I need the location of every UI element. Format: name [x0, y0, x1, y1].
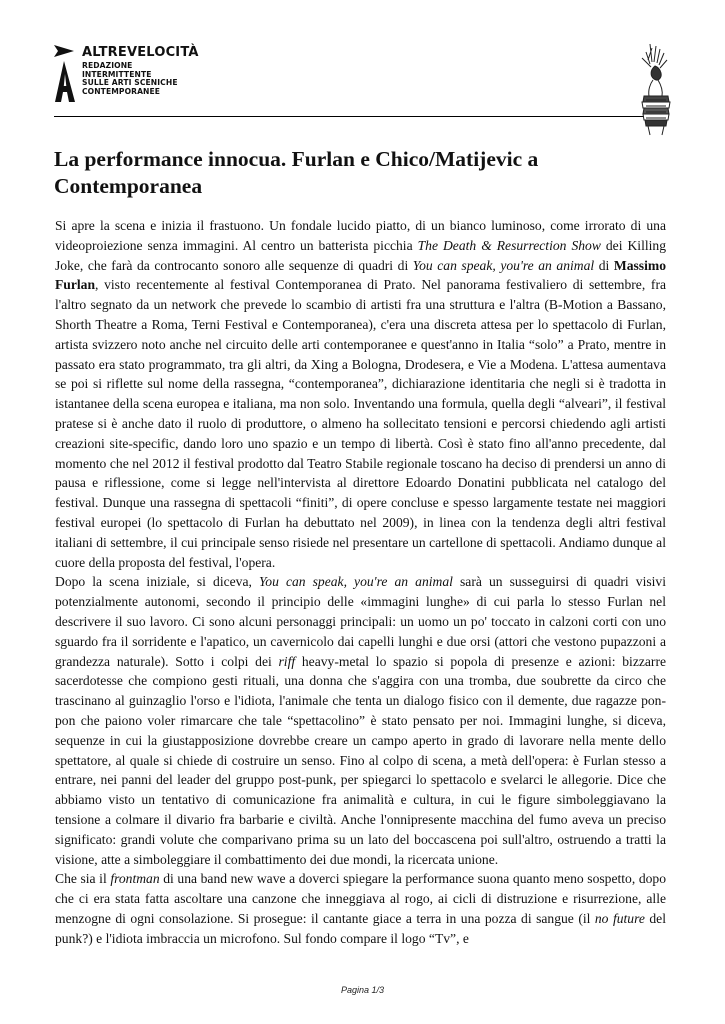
page-number: Pagina 1/3: [340, 985, 385, 995]
page-header: [0, 0, 725, 130]
paragraph-text: dei Killing Joke, che farà da controcanto sonoro alle sequenze di quadri di: [55, 237, 666, 273]
italic-text: You can speak, you're an animal: [258, 574, 453, 590]
altrevelocita-logo-icon: [52, 44, 76, 104]
figure-illustration-icon: [622, 40, 678, 138]
paragraph-text: , visto recentemente al festival Contemporanea di Prato. Nel panorama festivaliero di settembre, fra l'altro segnato da un network che prevede lo scambio di artisti fra una struttura e l'altra (B-Motion a Bassano, Shorth Theatre a Roma, Terni Festival e Contemporanea), c'era una discreta attesa per lo spettacolo di Furlan, artista svizzero noto anche nel circuito delle arti contemporanee e quest'anno in Italia “solo” a Prato, mentre in passato era stato programmato, tra gli altri, da Xing a Bologna, Drodesera, e Vie a Modena. L'attesa aumentava se poi si riflette sul nome della rassegna, “contemporanea”, dichiarazione identitaria che negli si è tradotta in istantanee della scena europea e italiana, ma non solo. Inventando una formula, quella degli “alveari”, il festival pratese si è anche dato il ruolo di produttore, o almeno ha sollecitato tensioni e percorsi chiedendo agli artisti creazioni site-specific, dando loro uno spazio e un tempo di libertà. Così è stato fino all'anno precedente, dal momento che nel 2012 il festival prodotto dal Teatro Stabile regionale toscano ha deciso di prendersi un anno di pausa e riflessione, come si legge nell'intervista al direttore Edoardo Donatini pubblicata nel catalogo del festival. Dunque una rassegna di spettacoli “finiti”, di opere concluse e spesso largamente testate nei maggiori festival europei (lo spettacolo di Furlan ha debuttato nel 2009), in linea con la tendenza degli altri festival italiani di settembre, il cui principale senso risiede nel presentare un cartellone di spettacoli. Andiamo dunque al cuore della proposta del festival, l'opera.: [55, 277, 666, 570]
bold-name: Massimo Furlan: [55, 257, 666, 293]
logo-wordmark: [82, 46, 199, 96]
logo-subtitle-line: CONTEMPORANEE: [82, 86, 161, 96]
italic-text: You can speak, you're an animal: [412, 257, 595, 273]
paragraph-text: Che sia il: [55, 871, 111, 887]
article-paragraph: [55, 572, 666, 869]
paragraph-text: Dopo la scena iniziale, si diceva,: [55, 574, 259, 590]
article-paragraph: [55, 216, 666, 572]
logo-name: ALTREVELOCITÀ: [82, 45, 199, 60]
article-paragraph: [55, 869, 666, 948]
paragraph-text: heavy-metal lo spazio si popola di presenze e azioni: bizzarre sacerdotesse che compiono gesti rituali, una donna che s'aggira con una tromba, due soubrette da circo che trascinano al guinzaglio l'orso e l'idiota, l'animale che tenta un dialogo fisico con il demente, due ragazze pon-pon che paiono voler rimarcare che tale “spettacolino” è stato pensato per noi. Immagini lunghe, si diceva, sequenze in cui la giustapposizione dovrebbe creare un campo aperto in grado di lavorare nella mente dello spettatore, al quale si chiede di costruire un senso. Fino al colpo di scena, a metà dell'opera: è Furlan stesso a entrare, nei panni del leader del gruppo post-punk, per spiegarci lo spettacolo e svelarci le allegorie. Dice che abbiamo visto un tentativo di comunicazione fra animalità e cultura, in cui le figure simboleggiavano la tensione a colmare il divario fra barbarie e civiltà. Anche l'onnipresente macchina del fumo aveva un preciso significato: grandi volute che comparivano prima su un lato del boccascena poi sull'altro, ostruendo a tratti la visione, atte a simboleggiare il combattimento dei due mondi, la ricercata unione.: [55, 653, 667, 867]
article-body: [55, 216, 666, 948]
italic-text: The Death & Resurrection Show: [417, 237, 601, 253]
italic-text: frontman: [110, 871, 160, 887]
header-divider: [54, 116, 644, 117]
paragraph-text: di: [594, 257, 614, 273]
italic-text: no future: [594, 910, 645, 926]
logo-subtitle-line: INTERMITTENTE: [82, 69, 152, 79]
logo-subtitle-line: SULLE ARTI SCENICHE: [82, 78, 178, 88]
paragraph-text: di una band new wave a doverci spiegare la performance suona quanto meno sospetto, dopo che ci era stata fatta ascoltare una canzone che inneggiava al rogo, ai cicli di distruzione e risurrezione, alle menzogne di ogni consolazione. Si prosegue: il cantante giace a terra in una pozza di sangue (il: [55, 871, 667, 926]
italic-text: riff: [278, 653, 296, 669]
article-title: La performance innocua. Furlan e Chico/Matijevic a Contemporanea: [54, 147, 539, 198]
paragraph-text: del punk?) e l'idiota imbraccia un microfono. Sul fondo compare il logo “Tv”, e: [55, 910, 666, 946]
paragraph-text: Si apre la scena e inizia il frastuono. Un fondale lucido piatto, di un bianco luminoso, come irrorato di una videoproiezione senza immagini. Al centro un batterista picchia: [55, 218, 666, 253]
paragraph-text: sarà un susseguirsi di quadri visivi potenzialmente autonomi, secondo il principio delle «immagini lunghe» di cui parla lo stesso Furlan nel descrivere il suo lavoro. Ci sono alcuni personaggi principali: un uomo un po' toccato in calzoni corti con uno sguardo fra il sorridente e l'apatico, un cavernicolo dai capelli lunghi e due orsi (attori che vestono pupazzoni a grandezza naturale). Sotto i colpi dei: [55, 574, 666, 669]
logo-subtitle-line: REDAZIONE: [82, 61, 133, 70]
